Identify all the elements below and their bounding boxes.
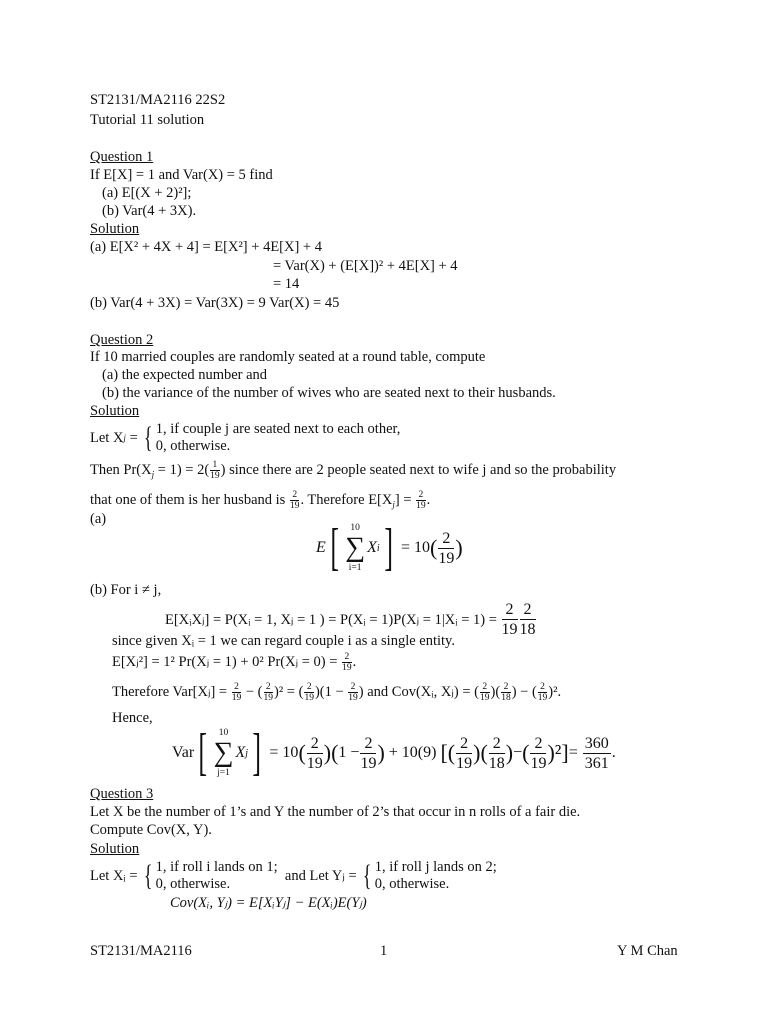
question-1-part-b: (b) Var(4 + 3X).: [102, 203, 197, 219]
question-1-prompt: If E[X] = 1 and Var(X) = 5 find: [90, 167, 273, 183]
expected-sum-equation: E [ 10 ∑ i=1 X i ] = 10 ( 2 19 ): [316, 519, 463, 576]
since-line: since given Xᵢ = 1 we can regard couple i as a single entity.: [112, 633, 455, 649]
part-b-label: (b) For i ≠ j,: [90, 582, 162, 598]
covariance-line: Cov(Xᵢ, Yⱼ) = E[XᵢYⱼ] − E(Xᵢ)E(Yⱼ): [170, 895, 367, 911]
q1-solution-line: (b) Var(4 + 3X) = Var(3X) = 9 Var(X) = 45: [90, 295, 340, 311]
question-2-part-a: (a) the expected number and: [102, 367, 268, 383]
variance-sum-equation: Var [ 10 ∑ j=1 X j ] = 10 ( 2 19 )( 1 − 2 19 ) + 10(9) [( 2 19 )( 2 18 ) − ( 2 19 )²] = 360 361 .: [172, 724, 616, 781]
question-2-part-b: (b) the variance of the number of wives who are seated next to their husbands.: [102, 385, 556, 401]
text: 0, otherwise.: [155, 876, 231, 892]
summation: 10 ∑ j=1: [213, 728, 234, 778]
text: j: [123, 433, 126, 443]
result-fraction: 360 361: [584, 734, 609, 772]
page-number: 1: [380, 943, 388, 959]
text: + 10(9): [388, 744, 437, 761]
text: since there are 2 people seated next to wife j and so the probability: [225, 461, 617, 478]
text: Let X: [90, 430, 124, 446]
indicator-definitions: Let Xᵢ = { 1, if roll i lands on 1; 0, otherwise. and Let Yⱼ = { 1, if roll j lands on 2; 0, otherwise.: [90, 859, 497, 892]
text: = 10: [269, 744, 299, 761]
text: = 1) = 2: [154, 461, 205, 478]
text: . Therefore E[X: [300, 491, 393, 508]
text: = 10: [400, 539, 430, 556]
text: 1, if couple j are seated next to each other,: [155, 421, 401, 437]
solution-heading: Solution: [90, 221, 140, 237]
text: E[XᵢXⱼ] = P(Xᵢ = 1, Xⱼ = 1 ) = P(Xᵢ = 1)P(Xⱼ = 1|Xᵢ = 1) =: [165, 611, 497, 628]
course-header: ST2131/MA2116 22S2: [90, 92, 226, 108]
question-2-prompt: If 10 married couples are randomly seated at a round table, compute: [90, 349, 486, 365]
question-1-part-a: (a) E[(X + 2)²];: [102, 185, 192, 201]
text: 0, otherwise.: [155, 438, 231, 454]
text: Then Pr(X: [90, 461, 152, 478]
text: ] =: [394, 491, 416, 508]
hence-label: Hence,: [112, 710, 153, 726]
part-a-label: (a): [90, 511, 107, 527]
variance-covariance-line: Therefore Var[Xⱼ] = $\frac{2}{19}$ − ( $\frac{2}{19}$ )² = ( $\frac{2}{19}$ )(1 − $\frac{2}{19}$ ) and Cov(Xᵢ, Xⱼ) = ( $\frac{2}{19}$ )( $\frac{2}{18}$ ) − ( $\frac{2}{19}$ )².: [112, 682, 562, 703]
expectation-line: that one of them is her husband is $\frac{2}{19}$ . Therefore $E[X_j]$ = $\frac{2}{19}$ .: [90, 490, 431, 511]
text: that one of them is her husband is: [90, 491, 289, 508]
probability-line: Then $Pr(X_j = 1) = 2$( $\frac{1}{19}$ ) since there are 2 people seated next to wife j and so the probability: [90, 460, 617, 481]
fraction: $\frac{1}{19}$: [210, 460, 220, 481]
text: E[Xⱼ²] = 1² Pr(Xⱼ = 1) + 0² Pr(Xⱼ = 0) =: [112, 653, 338, 670]
question-3-prompt: Let X be the number of 1’s and Y the number of 2’s that occur in n rolls of a fair die.: [90, 804, 581, 820]
brace: {: [144, 421, 153, 454]
question-3-compute: Compute Cov(X, Y).: [90, 822, 212, 838]
q1-solution-line: = Var(X) + (E[X])² + 4E[X] + 4: [273, 258, 458, 274]
summation: 10 ∑ i=1: [345, 523, 366, 573]
q1-solution-line: = 14: [273, 276, 300, 292]
question-3-heading: Question 3: [90, 786, 154, 802]
solution-heading: Solution: [90, 403, 140, 419]
q1-solution-line: (a) E[X² + 4X + 4] = E[X²] + 4E[X] + 4: [90, 239, 322, 255]
text: Let Xᵢ =: [90, 868, 138, 884]
text: Var: [172, 744, 195, 761]
question-2-heading: Question 2: [90, 332, 154, 348]
solution-heading: Solution: [90, 841, 140, 857]
second-moment: E[Xⱼ²] = 1² Pr(Xⱼ = 1) + 0² Pr(Xⱼ = 0) = $\frac{2}{19}$ .: [112, 652, 357, 673]
footer-author: Y M Chan: [617, 943, 678, 959]
text: 0, otherwise.: [374, 876, 450, 892]
cases: [156, 421, 401, 455]
joint-expectation: E[XᵢXⱼ] = P(Xᵢ = 1, Xⱼ = 1 ) = P(Xᵢ = 1)P(Xⱼ = 1|Xᵢ = 1) = $\frac{2}{19}$ 2 18: [165, 601, 536, 638]
text: and Cov(Xᵢ, Xⱼ) =: [367, 683, 471, 700]
text: 1, if roll j lands on 2;: [374, 859, 497, 875]
text: and Let Yⱼ =: [284, 868, 357, 884]
text: Therefore Var[Xⱼ] =: [112, 683, 228, 700]
text: 1, if roll i lands on 1;: [155, 859, 278, 875]
footer-course: ST2131/MA2116: [90, 943, 192, 959]
indicator-definition: Let X j = { 1, if couple j are seated next to each other, 0, otherwise.: [90, 421, 401, 454]
question-1-heading: Question 1: [90, 149, 154, 165]
document-title: Tutorial 11 solution: [90, 112, 205, 128]
